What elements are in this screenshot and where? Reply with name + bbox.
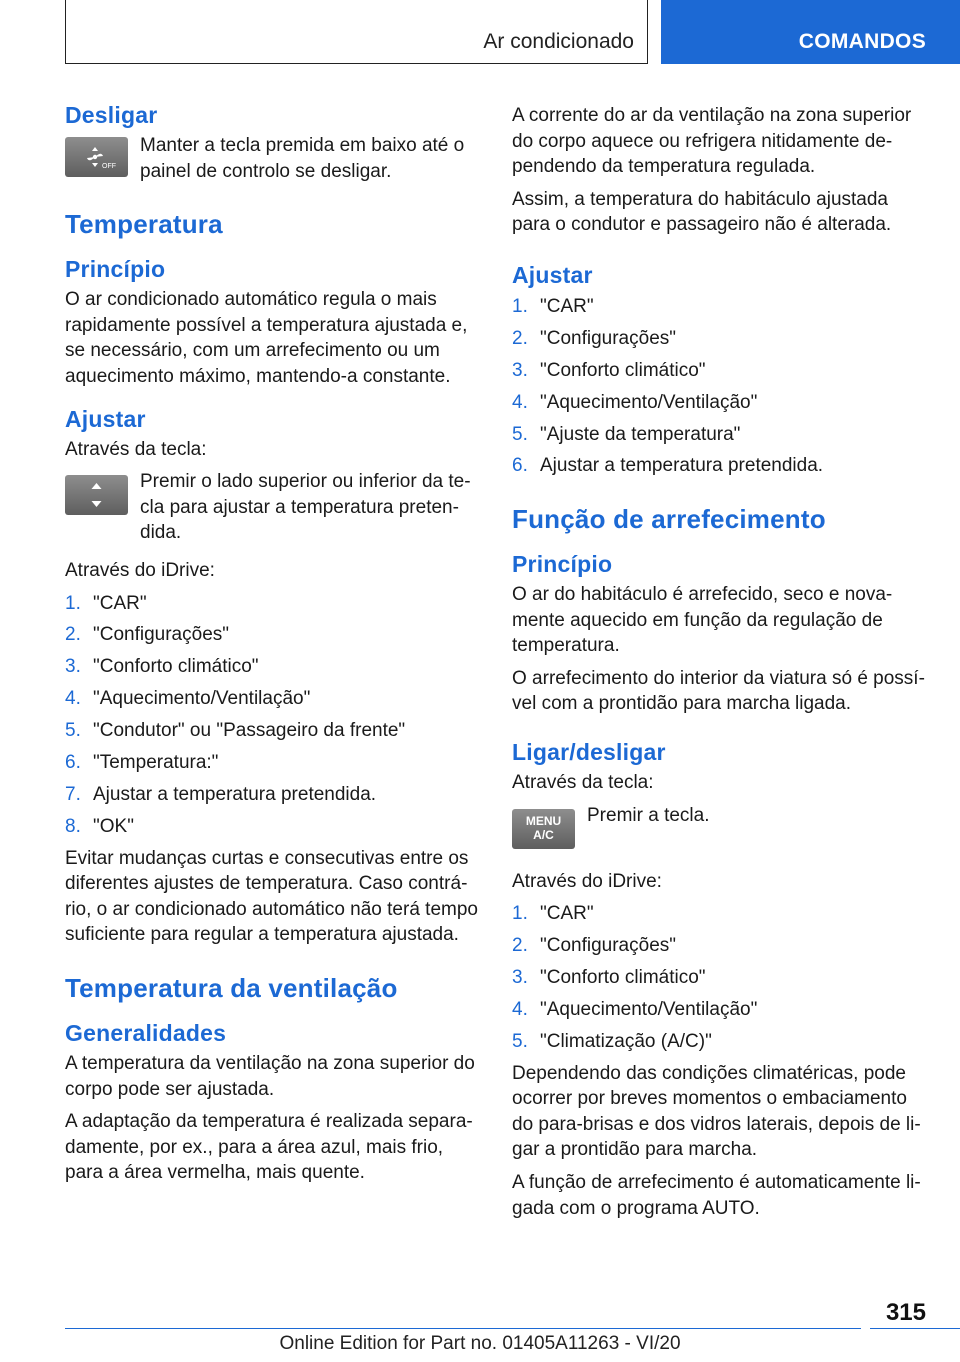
right-column xyxy=(512,103,927,1228)
via-idrive-label: Através do iDrive: xyxy=(65,559,215,581)
menu-ac-button-icon xyxy=(512,809,575,849)
ventilacao-text-4: Assim, a temperatura do habitáculo ajustada para o condutor e passageiro não é alterada. xyxy=(512,188,892,236)
svg-text:OFF: OFF xyxy=(102,163,116,170)
header-chapter-title: COMANDOS xyxy=(798,30,926,53)
heading-arrefecimento: Função de arrefecimento xyxy=(512,504,826,535)
ventilacao-text-1: A temperatura da ventilação na zona superior do corpo pode ser ajustada. xyxy=(65,1053,475,1100)
footer-divider-right xyxy=(870,1328,960,1329)
list-item: 5. "Ajuste da temperatura" xyxy=(512,423,741,445)
page-number: 315 xyxy=(885,1299,926,1326)
heading-ventilacao: Temperatura da ventilação xyxy=(65,973,398,1004)
heading-generalidades: Generalidades xyxy=(65,1020,227,1047)
heading-ajustar: Ajustar xyxy=(65,405,146,432)
list-item: 5. "Climatização (A/C)" xyxy=(512,1030,712,1052)
ac-key-row xyxy=(512,803,927,855)
list-item: 6. "Temperatura:" xyxy=(65,751,219,773)
fan-off-button-icon xyxy=(65,137,128,177)
heading-principio: Princípio xyxy=(65,256,166,283)
heading-temperatura: Temperatura xyxy=(65,209,223,240)
desligar-key-row xyxy=(65,133,480,184)
list-item: 2. "Configurações" xyxy=(65,624,230,646)
arrefecimento-text-2: O arrefecimento do interior da viatura só é possível com a prontidão para marcha ligada. xyxy=(512,667,925,715)
via-key-label-ac: Através da tecla: xyxy=(512,771,654,793)
arrefecimento-text-3: Dependendo das condições climatéricas, pode ocorrer por breves momentos o embaciamento do para-brisas e dos vidros laterais, depois de ligar a prontidão para marcha. xyxy=(512,1062,921,1161)
desligar-key-text: Manter a tecla premida em baixo até o painel de controlo se desligar. xyxy=(140,135,465,182)
principio-text: O ar condicionado automático regula o mais rapidamente possível a temperatura ajustada e, se necessário, com um arrefecimento ou um aquecimento máximo, mantendo-a constante. xyxy=(65,289,468,387)
ac-steps-list xyxy=(512,901,927,1054)
rocker-key-row xyxy=(65,469,480,546)
via-key-label: Através da tecla: xyxy=(65,438,207,460)
header-section-tab xyxy=(65,0,648,64)
list-item: 2. "Configurações" xyxy=(512,327,677,349)
list-item: 3. "Conforto climático" xyxy=(65,656,259,678)
list-item: 5. "Condutor" ou "Passageiro da frente" xyxy=(65,720,406,742)
temperature-steps-list xyxy=(65,591,480,840)
ventilacao-text-3: A corrente do ar da ventilação na zona superior do corpo aquece ou refrigera nitidamente dependendo da temperatura regulada. xyxy=(512,105,912,178)
list-item: 4. "Aquecimento/Ventilação" xyxy=(512,998,758,1020)
ac-icon-label-1: MENU xyxy=(525,813,562,828)
arrefecimento-text-4: A função de arrefecimento é automaticamente ligada com o programa AUTO. xyxy=(512,1172,921,1219)
heading-ajustar-ventilacao: Ajustar xyxy=(512,261,593,288)
list-item: 3. "Conforto climático" xyxy=(512,359,706,381)
ventilation-steps-list xyxy=(512,294,927,479)
list-item: 2. "Configurações" xyxy=(512,935,677,957)
header-section-title: Ar condicionado xyxy=(483,30,634,53)
rocker-key-text: Premir o lado superior ou inferior da tecla para ajustar a temperatura pretendida. xyxy=(140,471,471,544)
list-item: 3. "Conforto climático" xyxy=(512,966,706,988)
list-item: 1. "CAR" xyxy=(512,295,594,317)
ac-key-text: Premir a tecla. xyxy=(587,804,710,826)
list-item: 1. "CAR" xyxy=(512,903,594,925)
heading-ligar-desligar: Ligar/desligar xyxy=(512,738,666,765)
heading-desligar: Desligar xyxy=(65,102,158,128)
heading-principio-arrefecimento: Princípio xyxy=(512,551,613,578)
list-item: 8. "OK" xyxy=(65,815,134,837)
list-item: 4. "Aquecimento/Ventilação" xyxy=(65,688,311,710)
header-chapter-tab xyxy=(661,0,960,64)
up-down-rocker-icon xyxy=(65,475,128,515)
footer-edition-text: Online Edition for Part no. 01405A11263 - VI/20 xyxy=(279,1333,681,1354)
ac-icon-label-2: A/C xyxy=(533,827,554,842)
via-idrive-label-ac: Através do iDrive: xyxy=(512,870,662,892)
ventilacao-text-2: A adaptação da temperatura é realizada separadamente, por ex., para a área azul, mais frio, para a área vermelha, mais quente. xyxy=(65,1111,473,1184)
left-column xyxy=(65,100,480,1193)
temperature-note: Evitar mudanças curtas e consecutivas entre os diferentes ajustes de temperatura. Caso contrário, o ar condicionado automático não terá tempo suficiente para regular a temperatura ajustada. xyxy=(65,847,478,946)
list-item: 6. Ajustar a temperatura pretendida. xyxy=(512,455,824,477)
list-item: 7. Ajustar a temperatura pretendida. xyxy=(65,783,377,805)
list-item: 4. "Aquecimento/Ventilação" xyxy=(512,391,758,413)
arrefecimento-text-1: O ar do habitáculo é arrefecido, seco e novamente aquecido em função da regulação de temperatura. xyxy=(512,584,893,657)
footer-divider xyxy=(65,1328,861,1329)
list-item: 1. "CAR" xyxy=(65,592,147,614)
